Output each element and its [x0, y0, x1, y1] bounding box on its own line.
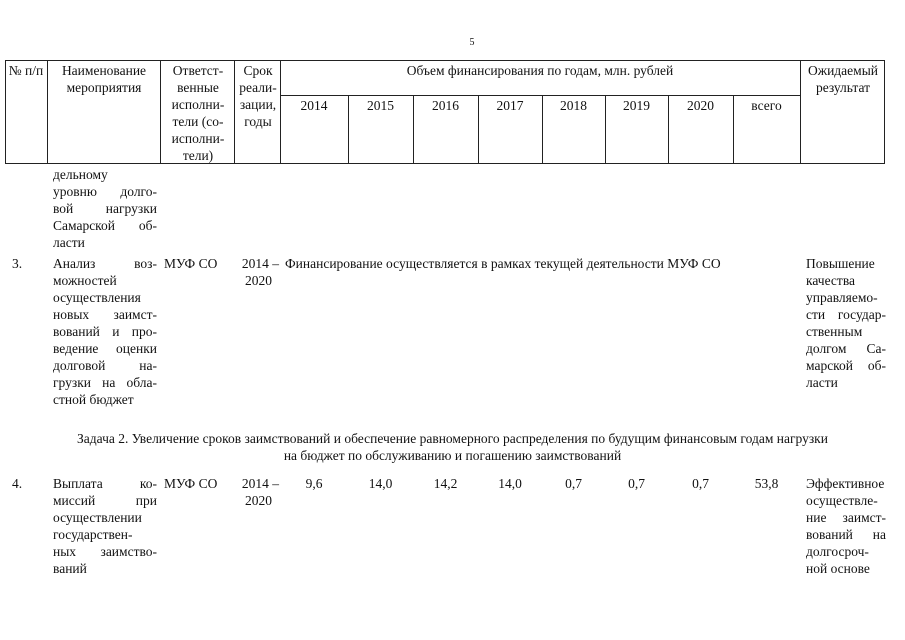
implementation-term-start: 2014 –: [241, 256, 279, 271]
financing-value: 14,2: [433, 476, 458, 491]
header-year: 2014: [300, 98, 328, 113]
header-number: № п/п: [8, 63, 44, 78]
page-number: 5: [469, 37, 475, 48]
row-number: 3.: [12, 256, 23, 271]
implementation-term-start: 2014 –: [241, 476, 279, 491]
header-year: 2016: [432, 98, 459, 113]
responsible-executor: МУФ СО: [164, 256, 218, 271]
expected-result: Повышение качества управляемо- сти государ- ственным долгом Са- марской об- ласти: [806, 256, 886, 390]
financing-value: 0,7: [628, 476, 645, 491]
header-year: 2015: [367, 98, 394, 113]
header-responsible: Ответст-венные исполни-тели (со-исполни-тели): [171, 63, 225, 163]
financing-value: 14,0: [368, 476, 393, 491]
previous-row-continuation: дельному уровню долго- вой нагрузки Самарской об- ласти: [53, 167, 157, 250]
financing-value: 14,0: [498, 476, 522, 491]
financing-value: 0,7: [692, 476, 709, 491]
task-heading-continued: на бюджет по обслуживанию и погашению заимствований: [283, 448, 622, 463]
header-year: 2018: [560, 98, 587, 113]
header-name: Наименование мероприятия: [61, 63, 147, 95]
financing-value: 9,6: [305, 476, 323, 491]
financing-note: Финансирование осуществляется в рамках текущей деятельности МУФ СО: [285, 256, 721, 271]
task-heading: Задача 2. Увеличение сроков заимствований и обеспечение равномерного распределения по будущим финансовым годам нагрузки: [77, 431, 828, 446]
header-financing: Объем финансирования по годам, млн. рублей: [406, 63, 674, 78]
header-year: 2019: [623, 98, 650, 113]
financing-total: 53,8: [754, 476, 779, 491]
activity-name: Анализ воз- можностей осуществления новых заимст- вований и про- ведение оценки долговой на- грузки на обла- стной бюджет: [53, 256, 157, 407]
financing-value: 0,7: [565, 476, 582, 491]
header-year: 2020: [687, 98, 714, 113]
implementation-term-end: 2020: [245, 273, 272, 288]
header-term: Срок реали-зации, годы: [239, 63, 277, 129]
responsible-executor: МУФ СО: [164, 476, 218, 491]
header-result: Ожидаемый результат: [808, 63, 878, 95]
expected-result: Эффективное осуществле- ние заимст- вований на долгосроч- ной основе: [806, 476, 886, 576]
header-year: 2017: [496, 98, 524, 113]
activity-name: Выплата ко- миссий при осуществлении государствен- ных заимство- ваний: [53, 476, 157, 576]
header-total: всего: [751, 98, 782, 113]
row-number: 4.: [12, 476, 23, 491]
implementation-term-end: 2020: [245, 493, 272, 508]
